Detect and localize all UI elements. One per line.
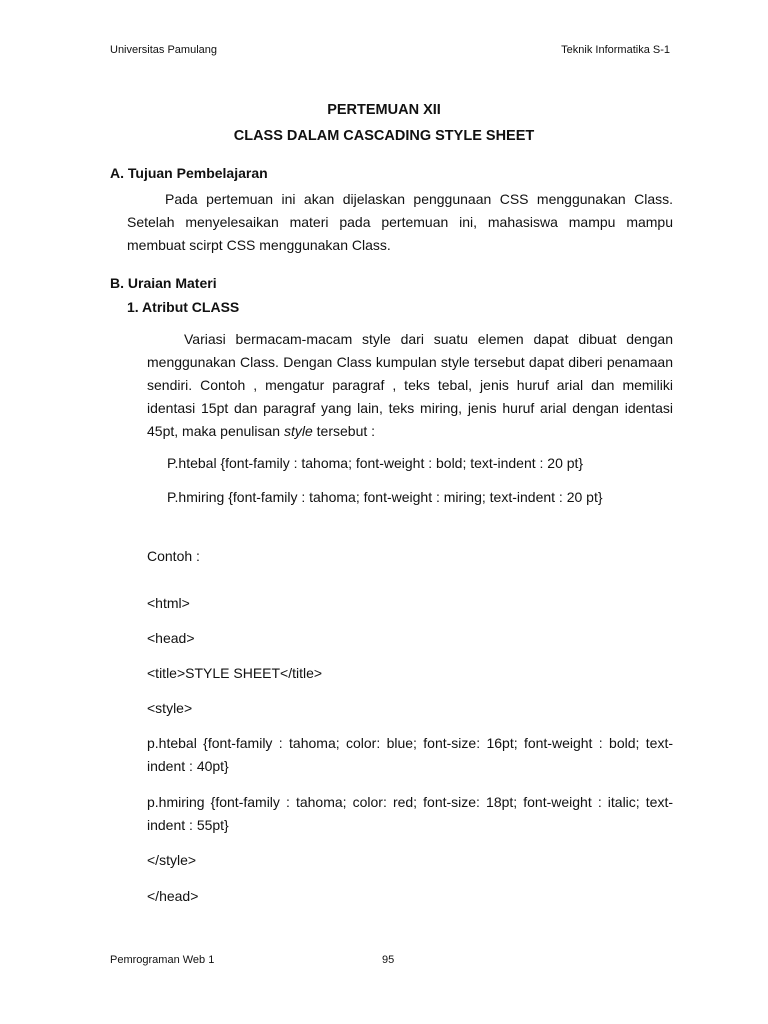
header-university: Universitas Pamulang	[110, 44, 217, 56]
code-style-open: <style>	[147, 700, 193, 716]
footer-page-number: 95	[382, 954, 395, 966]
code-rule-hmiring: p.hmiring {font-family : tahoma; color: red; font-size: 18pt; font-weight : italic; text-indent : 55pt}	[147, 794, 673, 833]
section-a-heading: A. Tujuan Pembelajaran	[110, 165, 268, 181]
code-html-open: <html>	[147, 595, 190, 611]
paragraph-text-end: tersebut :	[312, 423, 376, 439]
header-program: Teknik Informatika S-1	[561, 44, 670, 56]
section-a-paragraph: Pada pertemuan ini akan dijelaskan penggunaan CSS menggunakan Class. Setelah menyelesaikan materi pada pertemuan ini, mahasiswa mampu mampu membuat scirpt CSS menggunakan Class.	[127, 191, 673, 253]
code-head-close: </head>	[147, 888, 199, 904]
style-line-hmiring: P.hmiring {font-family : tahoma; font-weight : miring; text-indent : 20 pt}	[167, 489, 603, 505]
code-title: <title>STYLE SHEET</title>	[147, 665, 323, 681]
style-line-htebal: P.htebal {font-family : tahoma; font-weight : bold; text-indent : 20 pt}	[167, 455, 584, 471]
footer-course: Pemrograman Web 1	[110, 954, 215, 966]
paragraph-italic-word: style	[283, 423, 313, 439]
meeting-title: PERTEMUAN XII	[327, 102, 441, 118]
topic-title: CLASS DALAM CASCADING STYLE SHEET	[233, 128, 535, 144]
code-style-close: </style>	[147, 852, 197, 868]
section-b-paragraph	[147, 328, 673, 443]
section-b-heading: B. Uraian Materi	[110, 275, 217, 291]
paragraph-text: Variasi bermacam-macam style dari suatu elemen dapat dibuat dengan menggunakan Class. Dengan Class kumpulan style tersebut dapat diberi penamaan sendiri. Contoh , mengatur paragraf , teks tebal, jenis huruf arial dan memiliki identasi 15pt dan paragraf yang lain, teks miring, jenis huruf arial dengan identasi 45pt, maka penulisan	[147, 331, 673, 439]
code-head-open: <head>	[147, 630, 195, 646]
example-label: Contoh :	[147, 548, 200, 564]
code-rule-htebal: p.htebal {font-family : tahoma; color: blue; font-size: 16pt; font-weight : bold; text-indent : 40pt}	[147, 735, 673, 774]
subsection-1-heading: 1. Atribut CLASS	[127, 299, 240, 315]
